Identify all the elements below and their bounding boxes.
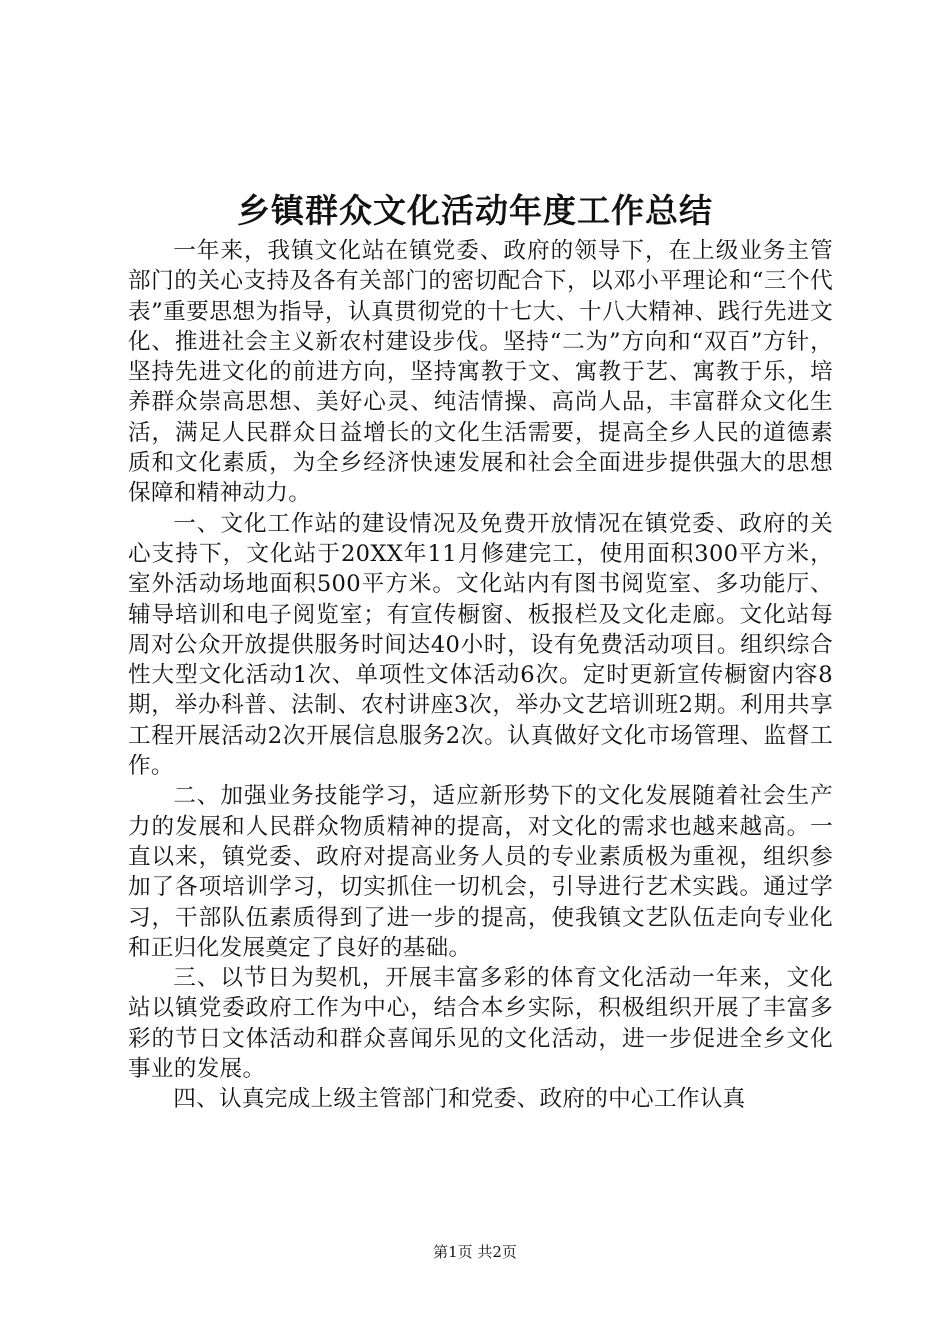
paragraph-intro: 一年来，我镇文化站在镇党委、政府的领导下，在上级业务主管部门的关心支持及各有关部门的密切配合下，以邓小平理论和“三个代表”重要思想为指导，认真贯彻党的十七大、十八大精神、践行先进文化、推进社会主义新农村建设步伐。坚持“二为”方向和“双百”方针，坚持先进文化的前进方向，坚持寓教于文、寓教于艺、寓教于乐，培养群众崇高思想、美好心灵、纯洁情操、高尚人品，丰富群众文化生活，满足人民群众日益增长的文化生活需要，提高全乡人民的道德素质和文化素质，为全乡经济快速发展和社会全面进步提供强大的思想保障和精神动力。 [128,238,833,507]
document-title: 乡镇群众文化活动年度工作总结 [237,191,713,230]
paragraph-section-1: 一、文化工作站的建设情况及免费开放情况在镇党委、政府的关心支持下，文化站于20XX年11月修建完工，使用面积300平方米，室外活动场地面积500平方米。文化站内有图书阅览室、多功能厅、辅导培训和电子阅览室；有宣传橱窗、板报栏及文化走廊。文化站每周对公众开放提供服务时间达40小时，设有免费活动项目。组织综合性大型文化活动1次、单项性文体活动6次。定时更新宣传橱窗内容8期，举办科普、法制、农村讲座3次，举办文艺培训班2期。利用共享工程开展活动2次开展信息服务2次。认真做好文化市场管理、监督工作。 [128,510,833,780]
paragraph-section-2: 二、加强业务技能学习，适应新形势下的文化发展随着社会生产力的发展和人民群众物质精神的提高，对文化的需求也越来越高。一直以来，镇党委、政府对提高业务人员的专业素质极为重视，组织参加了各项培训学习，切实抓住一切机会，引导进行艺术实践。通过学习，干部队伍素质得到了进一步的提高，使我镇文艺队伍走向专业化和正归化发展奠定了良好的基础。 [128,783,833,961]
document-body [128,236,833,1115]
paragraph-section-4: 四、认真完成上级主管部门和党委、政府的中心工作认真 [173,1086,746,1113]
paragraph-section-3: 三、以节日为契机，开展丰富多彩的体育文化活动一年来，文化站以镇党委政府工作为中心，结合本乡实际，积极组织开展了丰富多彩的节日文体活动和群众喜闻乐见的文化活动，进一步促进全乡文化事业的发展。 [128,965,833,1083]
page-number-footer: 第1页 共2页 [433,1243,517,1261]
